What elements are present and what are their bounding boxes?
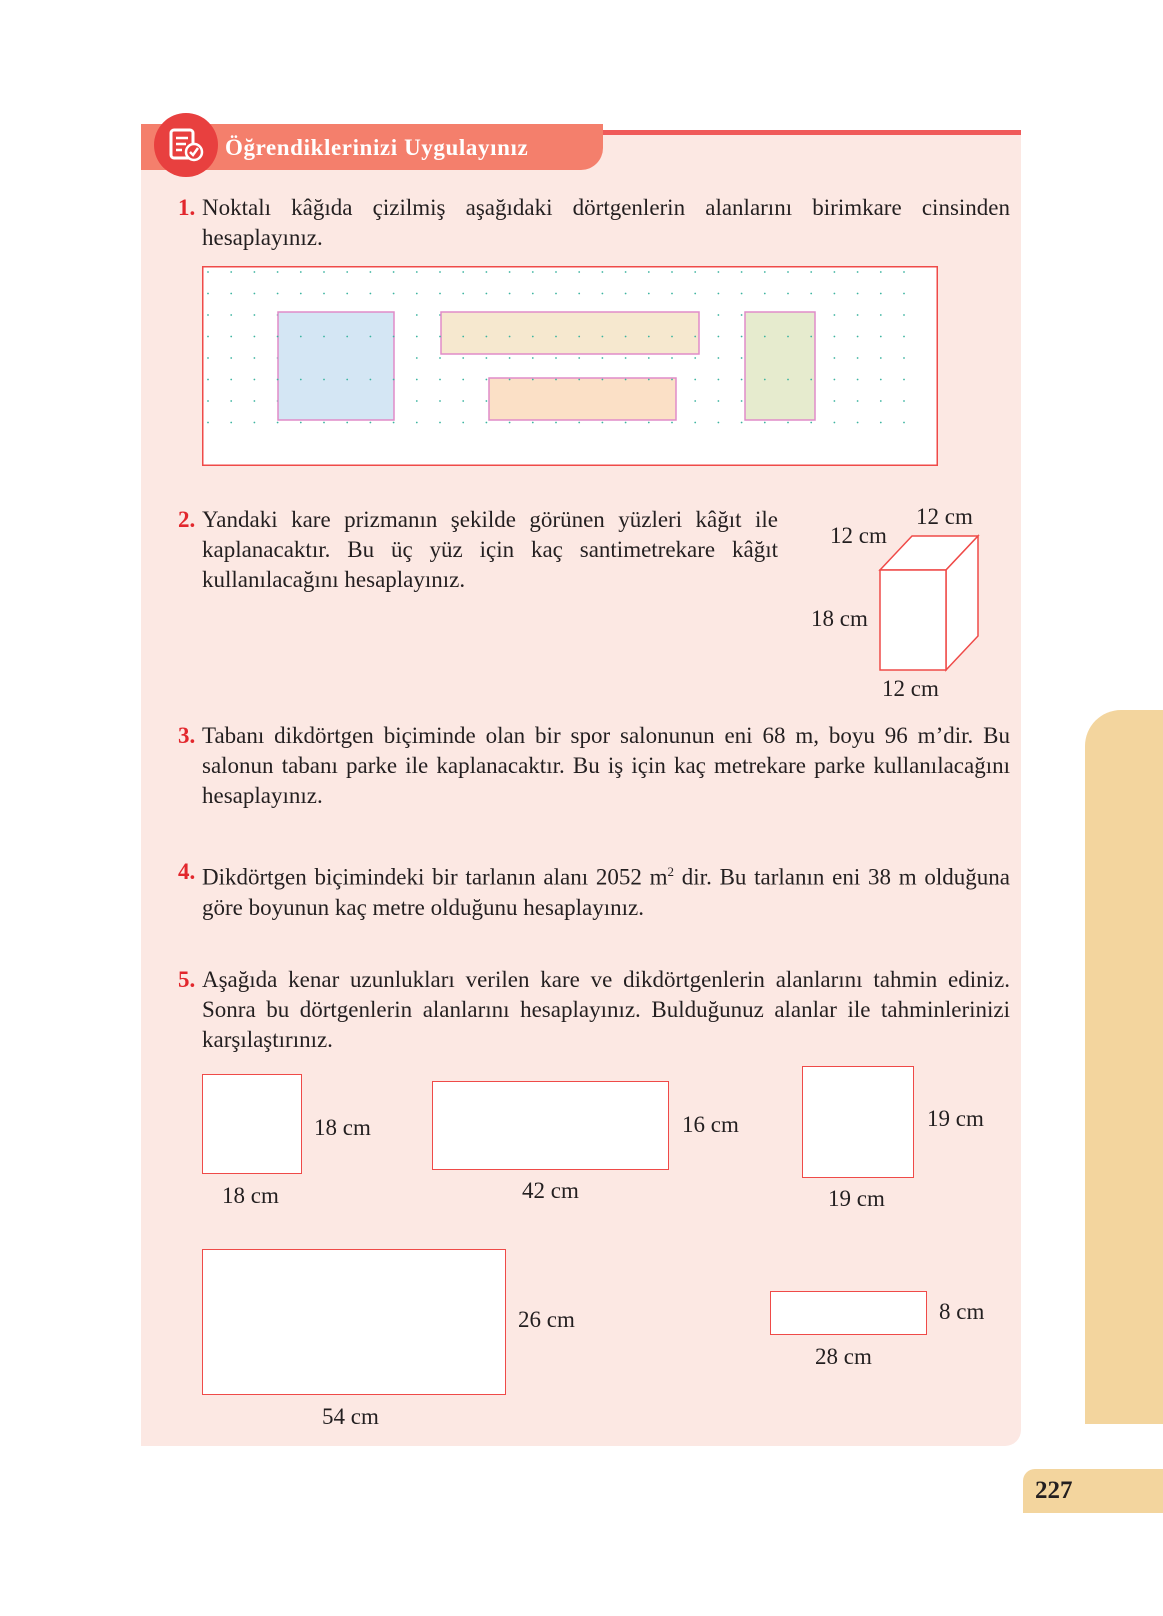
grid-dot (300, 422, 302, 424)
grid-dot (834, 422, 836, 424)
grid-dot (346, 271, 348, 273)
question-3 (178, 721, 1010, 811)
grid-dot (555, 293, 557, 295)
shape-bottom-label: 28 cm (815, 1344, 872, 1369)
grid-dot (834, 314, 836, 316)
grid-dot (370, 293, 372, 295)
grid-dot (741, 400, 743, 402)
grid-dot (787, 379, 789, 381)
grid-dot (555, 336, 557, 338)
section-title: Öğrendiklerinizi Uygulayınız (225, 135, 529, 160)
shape-side-label: 19 cm (927, 1106, 984, 1131)
question-2 (178, 505, 778, 595)
grid-dot (416, 422, 418, 424)
grid-dot (555, 271, 557, 273)
page-number: 227 (1035, 1477, 1073, 1504)
grid-dot (532, 422, 534, 424)
grid-dot (207, 293, 209, 295)
grid-dot (323, 271, 325, 273)
grid-dot (880, 293, 882, 295)
grid-dot (509, 336, 511, 338)
grid-dot (370, 379, 372, 381)
shape-side-label: 8 cm (939, 1299, 985, 1324)
grid-dot (230, 271, 232, 273)
grid-dot (834, 379, 836, 381)
grid-dot (393, 422, 395, 424)
grid-dot (880, 379, 882, 381)
grid-dot (648, 336, 650, 338)
grid-dot (416, 314, 418, 316)
grid-dot (462, 293, 464, 295)
grid-dot (509, 379, 511, 381)
grid-dot (323, 379, 325, 381)
grid-dot (439, 400, 441, 402)
grid-dot (718, 314, 720, 316)
grid-dot (578, 293, 580, 295)
grid-dot (207, 336, 209, 338)
grid-dot (230, 293, 232, 295)
grid-dot (694, 271, 696, 273)
grid-dot (880, 357, 882, 359)
grid-dot (300, 271, 302, 273)
grid-dot (230, 314, 232, 316)
grid-dot (532, 379, 534, 381)
grid-dot (764, 422, 766, 424)
grid-dot (741, 271, 743, 273)
grid-dot (277, 422, 279, 424)
grid-dot (254, 271, 256, 273)
grid-dot (416, 293, 418, 295)
grid-dot (602, 271, 604, 273)
rectangle-28x8 (770, 1291, 927, 1335)
grid-dot (254, 293, 256, 295)
grid-dot (625, 357, 627, 359)
grid-dot (880, 336, 882, 338)
grid-dot (671, 422, 673, 424)
shape-bottom-label: 54 cm (322, 1404, 379, 1429)
grid-dot (602, 336, 604, 338)
grid-dot (694, 357, 696, 359)
question-number: 5. (178, 967, 196, 992)
grid-dot (578, 357, 580, 359)
grid-dot (300, 293, 302, 295)
grid-dot (486, 379, 488, 381)
grid-dot (555, 357, 557, 359)
grid-dot (671, 357, 673, 359)
grid-dot (207, 379, 209, 381)
grid-dot (509, 422, 511, 424)
grid-dot (903, 336, 905, 338)
grid-dot (416, 379, 418, 381)
side-tab (1085, 710, 1163, 1424)
grid-dot (625, 336, 627, 338)
grid-dot (439, 271, 441, 273)
grid-dot (648, 271, 650, 273)
grid-dot (207, 271, 209, 273)
prism-front-face (880, 570, 946, 670)
grid-dot (648, 357, 650, 359)
grid-dot (323, 293, 325, 295)
grid-dot (903, 293, 905, 295)
grid-dot (300, 379, 302, 381)
grid-dot (648, 379, 650, 381)
grid-dot (718, 336, 720, 338)
yellow-rect (441, 312, 699, 354)
grid-dot (810, 336, 812, 338)
prism-label-top-depth: 12 cm (830, 523, 887, 548)
square-18 (202, 1074, 302, 1174)
grid-dot (323, 336, 325, 338)
grid-dot (277, 379, 279, 381)
grid-dot (857, 400, 859, 402)
grid-dot (857, 293, 859, 295)
grid-dot (787, 422, 789, 424)
grid-dot (857, 336, 859, 338)
grid-dot (857, 422, 859, 424)
prism-label-top-width: 12 cm (916, 504, 973, 529)
grid-dot (671, 336, 673, 338)
rectangle-42x16 (432, 1081, 669, 1170)
grid-dot (230, 400, 232, 402)
question-5 (178, 965, 1010, 1055)
grid-dot (741, 357, 743, 359)
orange-rect (489, 378, 676, 420)
green-rect (745, 312, 815, 420)
grid-dot (462, 357, 464, 359)
grid-dot (486, 293, 488, 295)
grid-dot (254, 357, 256, 359)
grid-dot (346, 293, 348, 295)
grid-dot (462, 400, 464, 402)
grid-dot (416, 357, 418, 359)
grid-dot (486, 422, 488, 424)
grid-dot (880, 314, 882, 316)
shape-side-label: 18 cm (314, 1115, 371, 1140)
grid-dot (346, 379, 348, 381)
grid-dot (694, 336, 696, 338)
grid-dot (393, 293, 395, 295)
question-1 (178, 193, 1010, 253)
grid-dot (346, 336, 348, 338)
grid-dot (578, 336, 580, 338)
grid-dot (764, 293, 766, 295)
grid-dot (810, 379, 812, 381)
question-number: 1. (178, 195, 196, 220)
grid-dot (323, 422, 325, 424)
prism-label-height: 18 cm (811, 606, 868, 631)
grid-dot (393, 379, 395, 381)
blue-square (278, 312, 394, 420)
grid-dot (741, 379, 743, 381)
grid-dot (718, 357, 720, 359)
grid-dot (509, 357, 511, 359)
grid-dot (254, 422, 256, 424)
grid-dot (903, 271, 905, 273)
rectangle-54x26 (202, 1249, 506, 1395)
grid-dot (694, 293, 696, 295)
grid-dot (486, 271, 488, 273)
grid-dot (300, 336, 302, 338)
grid-dot (834, 357, 836, 359)
grid-dot (741, 314, 743, 316)
question-number: 2. (178, 507, 196, 532)
grid-dot (602, 357, 604, 359)
square-19 (802, 1066, 914, 1178)
grid-dot (694, 422, 696, 424)
grid-dot (625, 422, 627, 424)
grid-dot (462, 379, 464, 381)
grid-dot (903, 357, 905, 359)
grid-dot (648, 422, 650, 424)
grid-dot (370, 271, 372, 273)
grid-dot (439, 379, 441, 381)
grid-dot (648, 293, 650, 295)
grid-dot (532, 336, 534, 338)
grid-dot (718, 379, 720, 381)
question-text: Tabanı dikdörtgen biçiminde olan bir spor salonunun eni 68 m, boyu 96 m’dir. Bu salonun tabanı parke ile kaplanacaktır. Bu iş için kaç metrekare parke kullanılacağını hesaplayınız. (202, 723, 1010, 808)
grid-dot (718, 293, 720, 295)
grid-dot (764, 379, 766, 381)
shape-side-label: 16 cm (682, 1112, 739, 1137)
grid-dot (810, 271, 812, 273)
grid-dot (741, 422, 743, 424)
grid-dot (764, 271, 766, 273)
question-number: 3. (178, 723, 196, 748)
header-rule (590, 130, 1021, 135)
grid-dot (625, 293, 627, 295)
question-text: Aşağıda kenar uzunlukları verilen kare ve dikdörtgenlerin alanlarını tahmin ediniz. Sonra bu dörtgenlerin alanlarını hesaplayınız. Bulduğunuz alanlar ile tahminlerinizi karşılaştırınız. (202, 967, 1010, 1052)
grid-dot (718, 400, 720, 402)
grid-dot (439, 336, 441, 338)
grid-dot (787, 293, 789, 295)
grid-dot (834, 293, 836, 295)
grid-dot (578, 271, 580, 273)
grid-dot (602, 422, 604, 424)
shape-bottom-label: 42 cm (522, 1178, 579, 1203)
grid-dot (903, 400, 905, 402)
square-prism-figure (878, 534, 982, 674)
grid-dot (486, 336, 488, 338)
question-number: 4. (178, 859, 196, 884)
grid-dot (370, 422, 372, 424)
grid-dot (532, 293, 534, 295)
grid-dot (462, 422, 464, 424)
grid-dot (370, 336, 372, 338)
grid-dot (578, 422, 580, 424)
grid-dot (207, 357, 209, 359)
grid-dot (230, 357, 232, 359)
question-4 (178, 857, 1010, 923)
grid-dot (393, 271, 395, 273)
grid-dot (834, 271, 836, 273)
grid-dot (694, 400, 696, 402)
grid-dot (486, 357, 488, 359)
grid-dot (254, 336, 256, 338)
shape-bottom-label: 19 cm (828, 1186, 885, 1211)
grid-dot (207, 422, 209, 424)
grid-dot (230, 379, 232, 381)
grid-dot (787, 336, 789, 338)
checklist-icon (154, 113, 218, 177)
grid-dot (532, 357, 534, 359)
grid-dot (254, 400, 256, 402)
grid-dot (671, 293, 673, 295)
grid-dot (718, 271, 720, 273)
grid-dot (741, 293, 743, 295)
grid-dot (439, 293, 441, 295)
grid-dot (694, 379, 696, 381)
grid-dot (462, 336, 464, 338)
grid-dot (578, 379, 580, 381)
grid-dot (857, 271, 859, 273)
question-text: Yandaki kare prizmanın şekilde görünen yüzleri kâğıt ile kaplanacaktır. Bu üç yüz için kaç santimetrekare kâğıt kullanılacağını hesaplayınız. (202, 507, 778, 592)
grid-dot (509, 293, 511, 295)
grid-dot (230, 422, 232, 424)
grid-dot (857, 314, 859, 316)
shape-bottom-label: 18 cm (222, 1183, 279, 1208)
grid-dot (555, 379, 557, 381)
shape-side-label: 26 cm (518, 1307, 575, 1332)
grid-dot (416, 400, 418, 402)
grid-dot (880, 271, 882, 273)
grid-dot (416, 336, 418, 338)
question-text: Dikdörtgen biçimindeki bir tarlanın alanı 2052 $m^2$ dir. Bu tarlanın eni 38 m olduğuna göre boyunun kaç metre olduğunu hesaplayınız. (202, 864, 1010, 920)
grid-dot (602, 379, 604, 381)
grid-dot (857, 357, 859, 359)
grid-dot (810, 293, 812, 295)
grid-dot (625, 379, 627, 381)
grid-dot (254, 314, 256, 316)
grid-dot (277, 336, 279, 338)
grid-dot (625, 271, 627, 273)
grid-dot (671, 271, 673, 273)
grid-dot (834, 400, 836, 402)
grid-dot (486, 400, 488, 402)
grid-dot (346, 422, 348, 424)
grid-dot (439, 422, 441, 424)
grid-dot (903, 422, 905, 424)
grid-dot (903, 379, 905, 381)
grid-dot (671, 379, 673, 381)
grid-dot (393, 336, 395, 338)
grid-dot (787, 271, 789, 273)
grid-dot (230, 336, 232, 338)
grid-dot (207, 314, 209, 316)
grid-dot (880, 400, 882, 402)
grid-dot (277, 271, 279, 273)
dot-grid-paper (202, 266, 938, 466)
grid-dot (741, 336, 743, 338)
grid-dot (277, 293, 279, 295)
grid-dot (718, 422, 720, 424)
grid-dot (532, 271, 534, 273)
grid-dot (207, 400, 209, 402)
grid-dot (903, 314, 905, 316)
grid-dot (439, 357, 441, 359)
prism-label-bottom: 12 cm (882, 676, 939, 701)
grid-dot (810, 422, 812, 424)
grid-dot (254, 379, 256, 381)
question-text: Noktalı kâğıda çizilmiş aşağıdaki dörtgenlerin alanlarını birimkare cinsinden hesaplayınız. (202, 195, 1010, 250)
grid-dot (834, 336, 836, 338)
grid-dot (857, 379, 859, 381)
grid-dot (509, 271, 511, 273)
grid-dot (602, 293, 604, 295)
grid-dot (416, 271, 418, 273)
grid-dot (462, 271, 464, 273)
grid-dot (555, 422, 557, 424)
grid-dot (880, 422, 882, 424)
grid-dot (764, 336, 766, 338)
